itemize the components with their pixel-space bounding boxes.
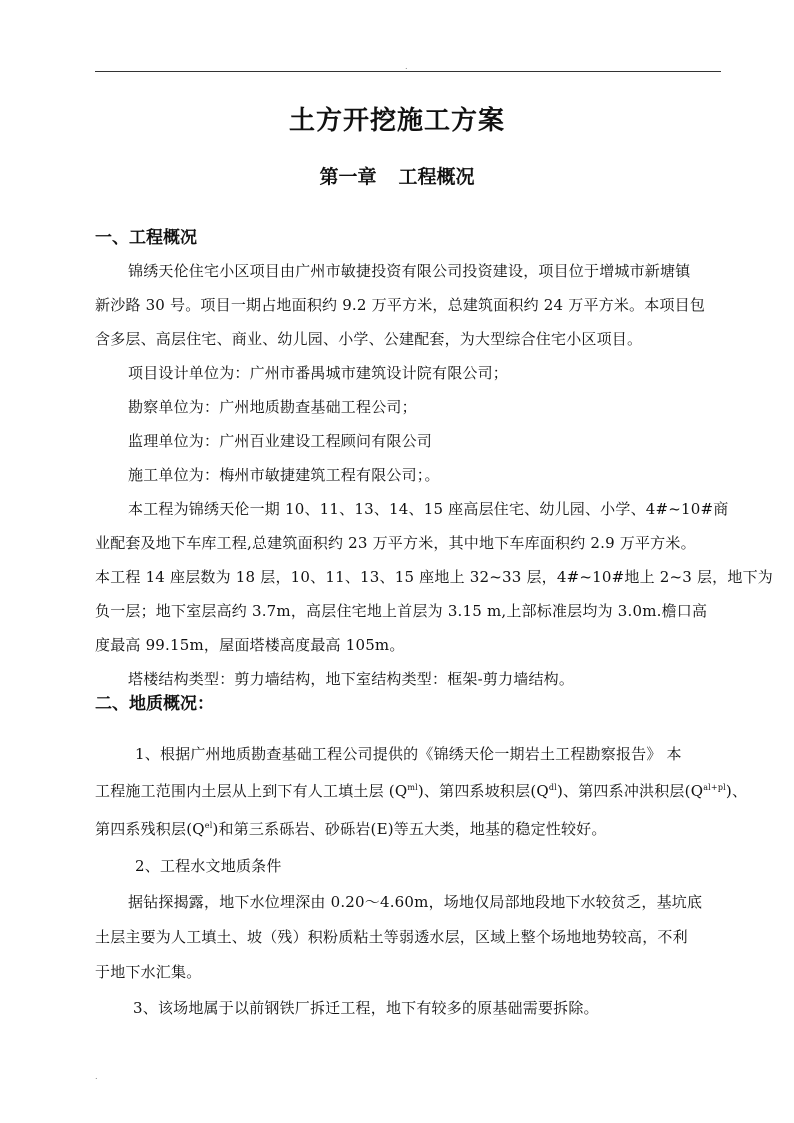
section-heading-1: 一、工程概况 [95,228,197,248]
subsection-heading: 2、工程水文地质条件 [135,857,282,875]
paragraph-line: 第四系残积层$(Q^{el})$和第三系砾岩、砂砾岩(E)等五大类，地基的稳定性较好。 [95,820,607,838]
footer-mark: . [95,1072,98,1081]
document-title: 土方开挖施工方案 [288,106,505,136]
paragraph-line: 业配套及地下车库工程,总建筑面积约 23 万平方米，其中地下车库面积约 2.9 万平方米。 [95,534,696,552]
superscript: dl [548,783,557,792]
header-mark: . [405,62,408,71]
paragraph-line: 负一层；地下室层高约 3.7m，高层住宅地上首层为 3.15 m,上部标准层均为 3.0m.檐口高 [95,602,708,620]
paragraph-line: 本工程 14 座层数为 18 层，10、11、13、15 座地上 32~33 层，4#~10#地上 2~3 层，地下为 [95,568,773,586]
paragraph-line: 1、根据广州地质勘查基础工程公司提供的《锦绣天伦一期岩土工程勘察报告》 本 [135,745,682,763]
paragraph-line: 3、该场地属于以前钢铁厂拆迁工程，地下有较多的原基础需要拆除。 [133,999,599,1017]
paragraph-line: 监理单位为：广州百业建设工程顾问有限公司 [128,432,433,450]
chapter-heading [0,162,794,189]
superscript: al+pl [703,783,726,792]
paragraph-line: 施工单位为：梅州市敏捷建筑工程有限公司；。 [128,466,440,484]
header-rule [95,71,721,72]
paragraph-line: 含多层、高层住宅、商业、幼儿园、小学、公建配套，为大型综合住宅小区项目。 [95,330,643,348]
paragraph-line: 本工程为锦绣天伦一期 10、11、13、14、15 座高层住宅、幼儿园、小学、4#~10#商 [128,500,729,518]
chapter-name: 工程概况 [398,166,475,188]
paragraph-line: 锦绣天伦住宅小区项目由广州市敏捷投资有限公司投资建设，项目位于增城市新塘镇 [128,262,691,280]
paragraph-line: 勘察单位为：广州地质勘查基础工程公司； [128,398,417,416]
paragraph-line: 于地下水汇集。 [95,963,202,981]
paragraph-line: 据钻探揭露，地下水位埋深由 0.20～4.60m，场地仅局部地段地下水较贫乏，基坑底 [128,893,703,911]
superscript: el [204,821,213,830]
chapter-number: 第一章 [319,166,377,188]
paragraph-line: 土层主要为人工填土、坡（残）积粉质粘土等弱透水层，区域上整个场地地势较高，不利 [95,928,688,946]
section-heading-2: 二、地质概况： [95,694,214,714]
paragraph-line: 工程施工范围内土层从上到下有人工填土层 $(Q^{ml})$、第四系坡积层$(Q^{dl})$、第四系冲洪积层$(Q^{al+pl})$、 [95,782,748,800]
paragraph-line: 新沙路 30 号。项目一期占地面积约 9.2 万平方米，总建筑面积约 24 万平方米。本项目包 [95,296,706,314]
paragraph-line: 项目设计单位为：广州市番禺城市建筑设计院有限公司； [128,364,509,382]
paragraph-line: 度最高 99.15m，屋面塔楼高度最高 105m。 [95,636,405,654]
paragraph-line: 塔楼结构类型：剪力墙结构，地下室结构类型：框架-剪力墙结构。 [128,670,575,688]
superscript: ml [407,783,418,792]
